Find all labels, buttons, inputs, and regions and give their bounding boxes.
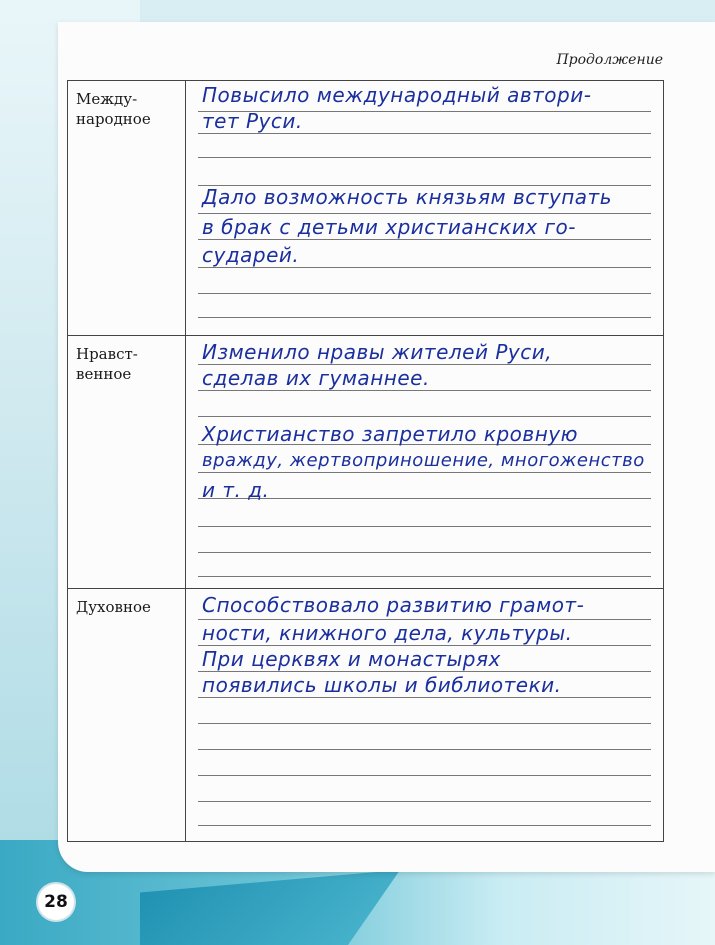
page-number: 28 xyxy=(38,884,74,920)
ruled-line xyxy=(198,723,651,724)
handwritten-line: Повысило международный автори- xyxy=(202,83,592,107)
handwritten-line: тет Руси. xyxy=(202,109,303,133)
table-row-international xyxy=(68,81,663,335)
handwritten-line: и т. д. xyxy=(202,478,270,502)
ruled-line xyxy=(198,267,651,268)
ruled-line xyxy=(198,293,651,294)
row-label: Нравст- венное xyxy=(68,336,186,588)
ruled-line xyxy=(198,133,651,134)
ruled-line xyxy=(198,801,651,802)
ruled-line xyxy=(198,749,651,750)
handwritten-line: сударей. xyxy=(202,243,300,267)
ruled-line xyxy=(198,552,651,553)
ruled-line xyxy=(198,619,651,620)
answer-cell xyxy=(186,336,663,588)
table-row-moral xyxy=(68,335,663,588)
handwritten-line: Дало возможность князьям вступать xyxy=(202,185,612,209)
ruled-line xyxy=(198,390,651,391)
handwritten-line: Способствовало развитию грамот- xyxy=(202,593,585,617)
ruled-line xyxy=(198,697,651,698)
ruled-line xyxy=(198,526,651,527)
handwritten-line: Изменило нравы жителей Руси, xyxy=(202,340,553,364)
ruled-line xyxy=(198,576,651,577)
ruled-line xyxy=(198,825,651,826)
continuation-label: Продолжение xyxy=(556,52,663,68)
handwritten-line: ности, книжного дела, культуры. xyxy=(202,621,573,645)
ruled-line xyxy=(198,416,651,417)
handwritten-line: в брак с детьми христианских го- xyxy=(202,215,576,239)
ruled-line xyxy=(198,671,651,672)
handwritten-line: появились школы и библиотеки. xyxy=(202,673,562,697)
ruled-line xyxy=(198,213,651,214)
ruled-line xyxy=(198,157,651,158)
handwritten-line: сделав их гуманнее. xyxy=(202,366,430,390)
ruled-line xyxy=(198,645,651,646)
table-row-spiritual xyxy=(68,588,663,841)
ruled-line xyxy=(198,775,651,776)
answer-table xyxy=(67,80,664,842)
ruled-line xyxy=(198,317,651,318)
ruled-line xyxy=(198,239,651,240)
handwritten-line: Христианство запретило кровную xyxy=(202,422,578,446)
answer-cell xyxy=(186,81,663,335)
ruled-line xyxy=(198,364,651,365)
handwritten-line: вражду, жертвоприношение, многоженство xyxy=(202,450,645,471)
row-label: Между- народное xyxy=(68,81,186,335)
ruled-line xyxy=(198,472,651,473)
row-label: Духовное xyxy=(68,589,186,841)
answer-cell xyxy=(186,589,663,841)
handwritten-line: При церквях и монастырях xyxy=(202,647,501,671)
